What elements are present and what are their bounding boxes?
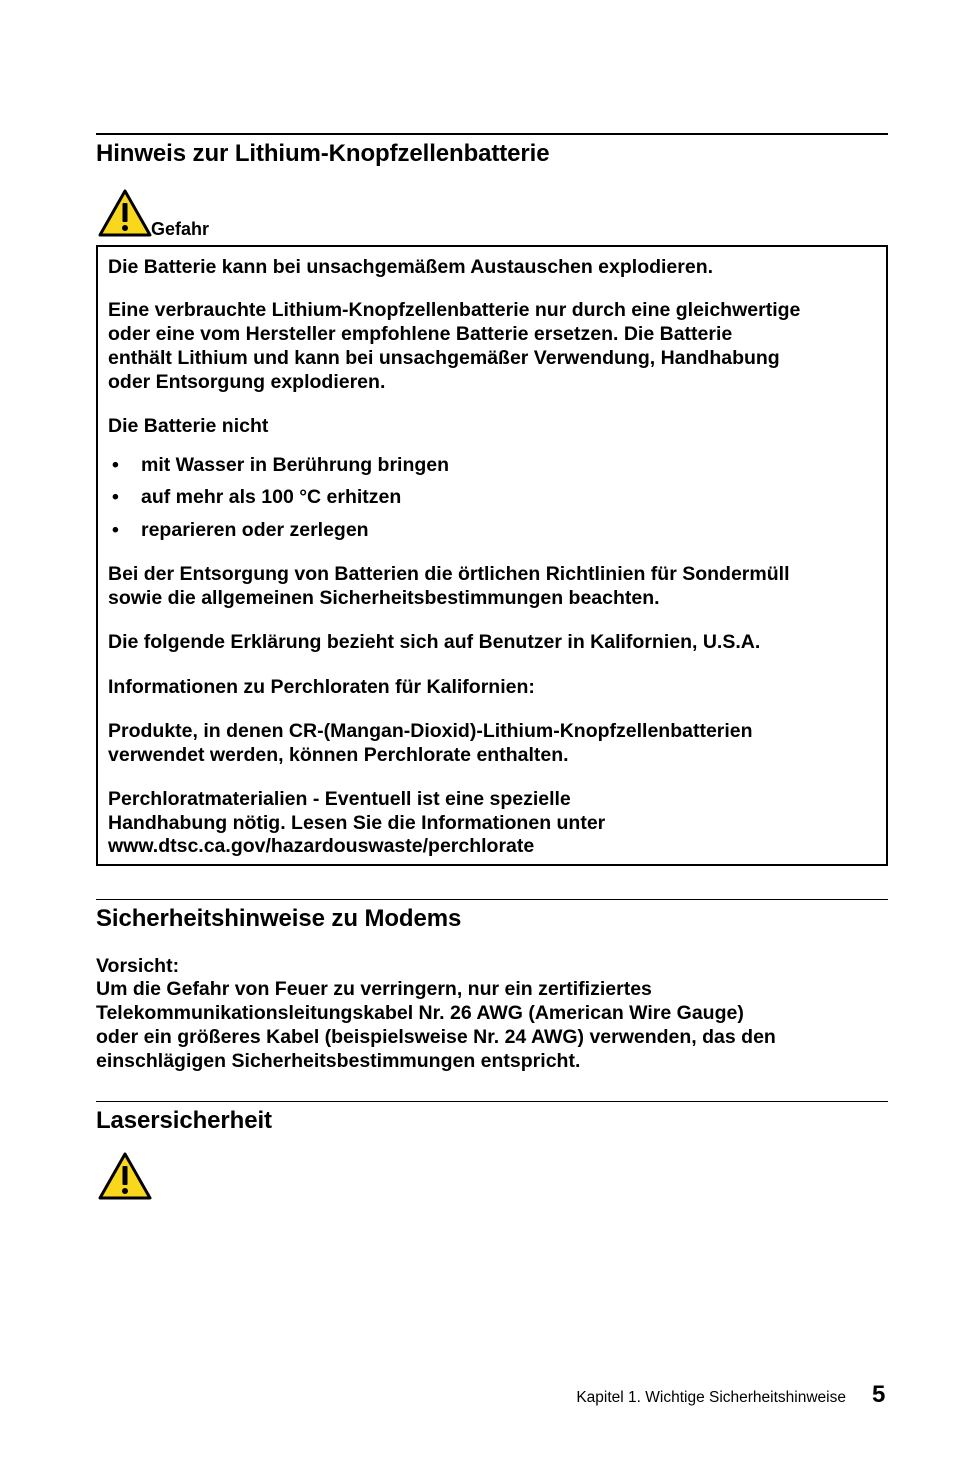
- bullet-dot: •: [112, 519, 119, 541]
- paragraph-line: Handhabung nötig. Lesen Sie die Informationen unter: [108, 812, 606, 834]
- paragraph: Die folgende Erklärung bezieht sich auf Benutzer in Kalifornien, U.S.A.: [108, 631, 761, 653]
- paragraph: Die Batterie kann bei unsachgemäßem Austauschen explodieren.: [108, 256, 714, 278]
- paragraph-line: Perchloratmaterialien - Eventuell ist eine spezielle: [108, 788, 571, 810]
- paragraph-line: Bei der Entsorgung von Batterien die örtlichen Richtlinien für Sondermüll: [108, 563, 790, 585]
- warning-triangle-icon: [98, 1151, 152, 1201]
- paragraph-line: Vorsicht:: [96, 955, 180, 977]
- paragraph: Die Batterie nicht: [108, 415, 269, 437]
- paragraph-line: enthält Lithium und kann bei unsachgemäßer Verwendung, Handhabung: [108, 347, 780, 369]
- paragraph: Informationen zu Perchloraten für Kalifornien:: [108, 676, 535, 698]
- paragraph-line: Telekommunikationsleitungskabel Nr. 26 AWG (American Wire Gauge): [96, 1002, 744, 1024]
- section-heading: Sicherheitshinweise zu Modems: [96, 905, 462, 932]
- paragraph-line: Produkte, in denen CR-(Mangan-Dioxid)-Lithium-Knopfzellenbatterien: [108, 720, 753, 742]
- list-item: mit Wasser in Berührung bringen: [141, 454, 450, 476]
- paragraph-line: Eine verbrauchte Lithium-Knopfzellenbatterie nur durch eine gleichwertige: [108, 299, 801, 321]
- perchlorate-link[interactable]: www.dtsc.ca.gov/hazardouswaste/perchlorate: [108, 835, 535, 857]
- list-item: auf mehr als 100 °C erhitzen: [141, 486, 402, 508]
- paragraph-line: einschlägigen Sicherheitsbestimmungen entspricht.: [96, 1050, 581, 1072]
- bullet-dot: •: [112, 454, 119, 476]
- danger-label: Gefahr: [151, 219, 210, 239]
- section-rule: [96, 133, 888, 135]
- footer-chapter: Kapitel 1. Wichtige Sicherheitshinweise: [576, 1389, 846, 1406]
- paragraph-line: oder eine vom Hersteller empfohlene Batterie ersetzen. Die Batterie: [108, 323, 733, 345]
- paragraph-line: sowie die allgemeinen Sicherheitsbestimmungen beachten.: [108, 587, 660, 609]
- section-heading: Hinweis zur Lithium-Knopfzellenbatterie: [96, 140, 550, 167]
- section-heading: Lasersicherheit: [96, 1107, 272, 1134]
- paragraph-line: oder ein größeres Kabel (beispielsweise Nr. 24 AWG) verwenden, das den: [96, 1026, 776, 1048]
- warning-triangle-icon: [98, 188, 152, 238]
- paragraph-line: Um die Gefahr von Feuer zu verringern, nur ein zertifiziertes: [96, 978, 652, 1000]
- section-rule: [96, 899, 888, 900]
- list-item: reparieren oder zerlegen: [141, 519, 369, 541]
- paragraph-line: verwendet werden, können Perchlorate enthalten.: [108, 744, 569, 766]
- bullet-dot: •: [112, 486, 119, 508]
- section-rule: [96, 1101, 888, 1102]
- paragraph-line: oder Entsorgung explodieren.: [108, 371, 386, 393]
- page-number: 5: [872, 1381, 886, 1408]
